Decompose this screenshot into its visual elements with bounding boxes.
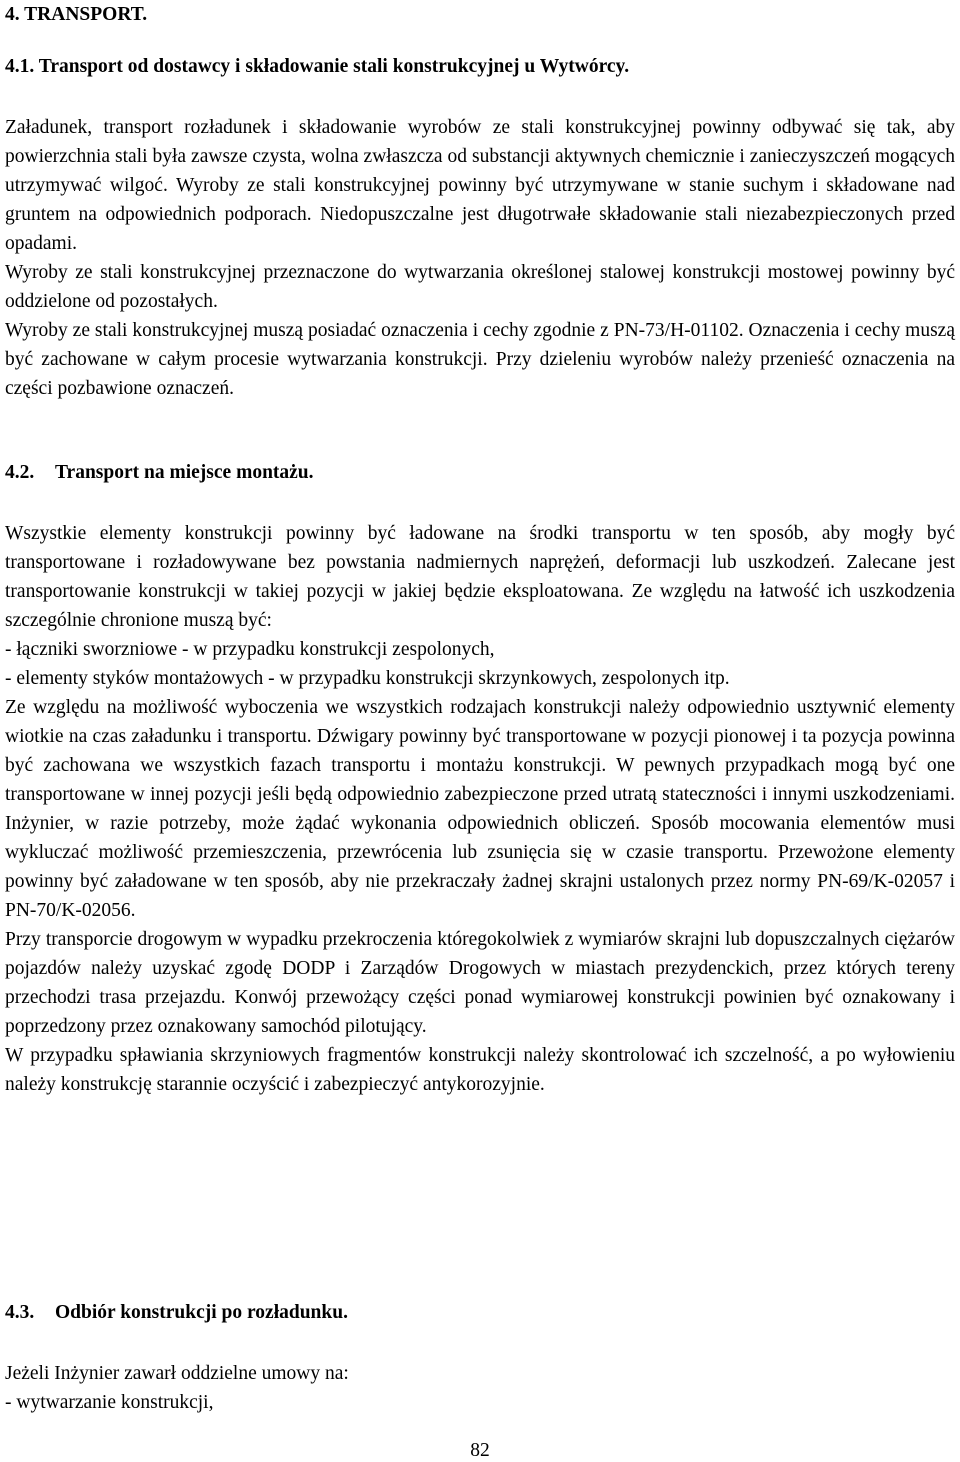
section-heading: 4. TRANSPORT. bbox=[5, 4, 148, 25]
paragraph: Wszystkie elementy konstrukcji powinny być ładowane na środki transportu w ten sposób, aby mogły być transportowane i rozładowywane bez powstania nadmiernych naprężeń, deformacji lub uszkodzeń. Zalecane jest transportowanie konstrukcji w takiej pozycji w jakiej będzie eksploatowana. Ze względu na łatwość ich uszkodzenia szczególnie chronione muszą być: bbox=[5, 523, 955, 631]
list-item: - elementy styków montażowych - w przypadku konstrukcji skrzynkowych, zespolonych itp. bbox=[5, 668, 730, 689]
subsection-4-1-body bbox=[5, 113, 955, 403]
list-item: - łączniki sworzniowe - w przypadku konstrukcji zespolonych, bbox=[5, 639, 495, 660]
subsection-4-1-heading bbox=[5, 56, 955, 78]
paragraph: Jeżeli Inżynier zawarł oddzielne umowy na: bbox=[5, 1363, 349, 1384]
page-number: 82 bbox=[470, 1440, 490, 1461]
paragraph: Przy transporcie drogowym w wypadku przekroczenia któregokolwiek z wymiarów skrajni lub dopuszczalnych ciężarów pojazdów należy uzyskać zgodę DODP i Zarządów Drogowych w miastach prezydenckich, przez których tereny przechodzi trasa przejazdu. Konwój przewożący części ponad wymiarowej konstrukcji powinien być oznakowany i poprzedzony przez oznakowany samochód pilotujący. bbox=[5, 929, 955, 1037]
paragraph: Wyroby ze stali konstrukcyjnej przeznaczone do wytwarzania określonej stalowej konstrukcji mostowej powinny być oddzielone od pozostałych. bbox=[5, 262, 955, 312]
subsection-title: Odbiór konstrukcji po rozładunku. bbox=[55, 1302, 348, 1323]
paragraph: Wyroby ze stali konstrukcyjnej muszą posiadać oznaczenia i cechy zgodnie z PN-73/H-01102. Oznaczenia i cechy muszą być zachowane w całym procesie wytwarzania konstrukcji. Przy dzieleniu wyrobów należy przenieść oznaczenia na części pozbawione oznaczeń. bbox=[5, 320, 955, 399]
subsection-4-3-heading bbox=[5, 1302, 955, 1324]
subsection-title: Transport od dostawcy i składowanie stali konstrukcyjnej u Wytwórcy. bbox=[38, 56, 630, 77]
paragraph: Ze względu na możliwość wyboczenia we wszystkich rodzajach konstrukcji należy odpowiednio usztywnić elementy wiotkie na czas załadunku i transportu. Dźwigary powinny być transportowane w pozycji pionowej i ta pozycja powinna być zachowana we wszystkich fazach transportu i montażu konstrukcji. W pewnych przypadkach mogą być one transportowane w innej pozycji jeśli będą odpowiednio zabezpieczone przed utratą stateczności i innymi uszkodzeniami. Inżynier, w razie potrzeby, może żądać wykonania odpowiednich obliczeń. Sposób mocowania elementów musi wykluczać możliwość przemieszczenia, przewrócenia lub zsunięcia się w czasie transportu. Przewożone elementy powinny być załadowane w ten sposób, aby nie przekraczały żadnej skrajni ustalonych przez normy PN-69/K-02057 i PN-70/K-02056. bbox=[5, 697, 955, 921]
paragraph: W przypadku spławiania skrzyniowych fragmentów konstrukcji należy skontrolować ich szczelność, a po wyłowieniu należy konstrukcję starannie oczyścić i zabezpieczyć antykorozyjnie. bbox=[5, 1045, 955, 1095]
paragraph: Załadunek, transport rozładunek i składowanie wyrobów ze stali konstrukcyjnej powinny odbywać się tak, aby powierzchnia stali była zawsze czysta, wolna zwłaszcza od substancji aktywnych chemicznie i zanieczyszczeń mogących utrzymywać wilgoć. Wyroby ze stali konstrukcyjnej powinny być utrzymywane w stanie suchym i składowane nad gruntem na odpowiednich podporach. Niedopuszczalne jest długotrwałe składowanie stali niezabezpieczonych przed opadami. bbox=[5, 117, 955, 254]
subsection-number: 4.2. bbox=[5, 462, 35, 483]
subsection-number: 4.1. bbox=[5, 56, 35, 77]
subsection-number: 4.3. bbox=[5, 1302, 35, 1323]
subsection-4-3-body bbox=[5, 1359, 955, 1417]
subsection-title: Transport na miejsce montażu. bbox=[55, 462, 314, 483]
subsection-4-2-heading bbox=[5, 462, 955, 484]
list-item: - wytwarzanie konstrukcji, bbox=[5, 1392, 214, 1413]
subsection-4-2-body bbox=[5, 519, 955, 1099]
